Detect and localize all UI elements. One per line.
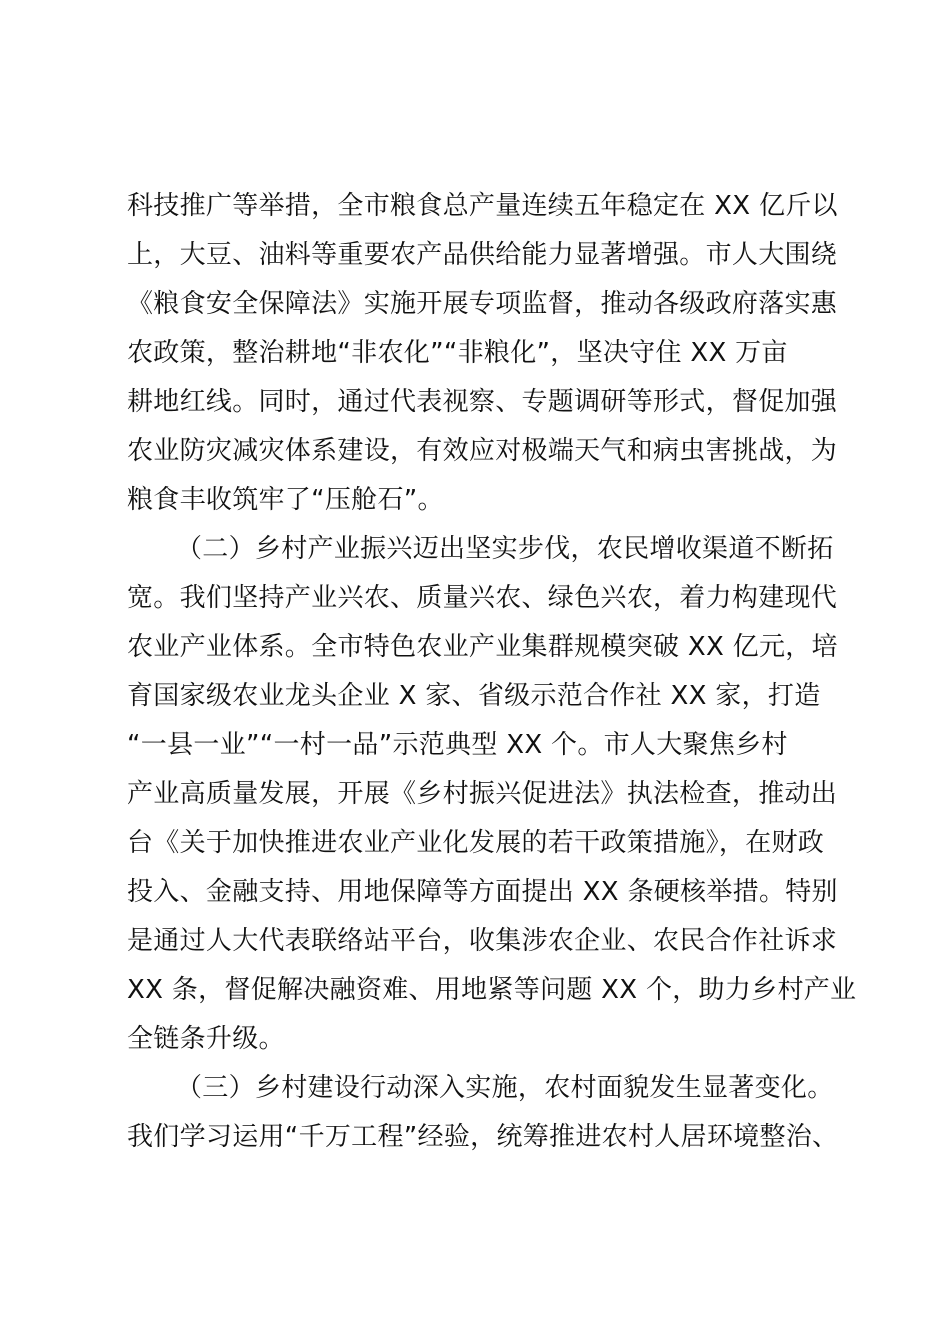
section-heading-line: （二）乡村产业振兴迈出坚实步伐，农民增收渠道不断拓 (176, 534, 834, 564)
text-line: 《粮食安全保障法》实施开展专项监督，推动各级政府落实惠 (127, 289, 838, 319)
text-line: 全链条升级。 (127, 1024, 285, 1054)
text-line: 科技推广等举措，全市粮食总产量连续五年稳定在 XX 亿斤以 (127, 191, 838, 221)
text-line: 台《关于加快推进农业产业化发展的若干政策措施》，在财政 (127, 828, 825, 858)
section-heading-line: （三）乡村建设行动深入实施，农村面貌发生显著变化。 (176, 1073, 834, 1103)
text-line: 宽。我们坚持产业兴农、质量兴农、绿色兴农，着力构建现代 (127, 583, 838, 613)
text-line: XX 条，督促解决融资难、用地紧等问题 XX 个，助力乡村产业 (127, 975, 857, 1005)
text-line: 投入、金融支持、用地保障等方面提出 XX 条硬核举措。特别 (127, 877, 838, 907)
text-line: 粮食丰收筑牢了“压舱石”。 (127, 485, 444, 515)
text-line: 耕地红线。同时，通过代表视察、专题调研等形式，督促加强 (127, 387, 838, 417)
text-line: “一县一业”“一村一品”示范典型 XX 个。市人大聚焦乡村 (127, 730, 788, 760)
text-line: 是通过人大代表联络站平台，收集涉农企业、农民合作社诉求 (127, 926, 838, 956)
text-line: 农业防灾减灾体系建设，有效应对极端天气和病虫害挑战，为 (127, 436, 838, 466)
text-line: 我们学习运用“千万工程”经验，统筹推进农村人居环境整治、 (127, 1122, 839, 1152)
text-line: 农政策，整治耕地“非农化”“非粮化”，坚决守住 XX 万亩 (127, 338, 788, 368)
text-line: 上，大豆、油料等重要农产品供给能力显著增强。市人大围绕 (127, 240, 838, 270)
text-line: 育国家级农业龙头企业 X 家、省级示范合作社 XX 家，打造 (127, 681, 821, 711)
text-line: 产业高质量发展，开展《乡村振兴促进法》执法检查，推动出 (127, 779, 838, 809)
text-line: 农业产业体系。全市特色农业产业集群规模突破 XX 亿元，培 (127, 632, 838, 662)
